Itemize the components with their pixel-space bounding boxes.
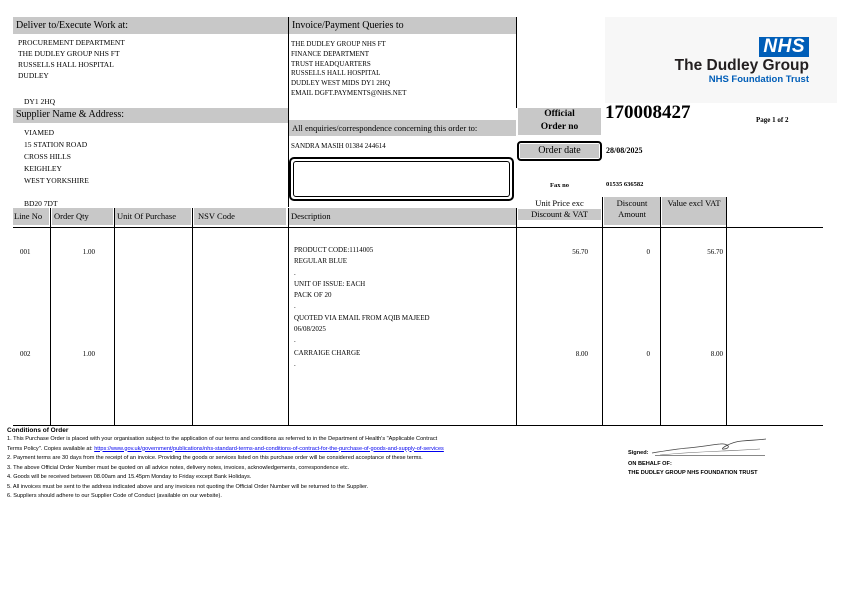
order-date-box — [517, 141, 602, 161]
supplier-line: KEIGHLEY — [24, 164, 62, 173]
invoice-header: Invoice/Payment Queries to — [289, 17, 517, 34]
condition-5: 5. All invoices must be sent to the address indicated above and any invoices not quoting the Official Order Number will be returned to the Supplier. — [7, 483, 369, 490]
invoice-line: RUSSELLS HALL HOSPITAL — [291, 69, 381, 78]
row1-desc-line: QUOTED VIA EMAIL FROM AQIB MAJEED — [294, 313, 430, 322]
col-unit-price-line2: Discount & VAT — [518, 209, 601, 220]
supplier-address — [24, 127, 89, 187]
row1-unit-price: 56.70 — [572, 248, 588, 256]
conditions-list — [7, 435, 444, 502]
row2-qty: 1.00 — [82, 350, 95, 358]
official-order-label — [518, 108, 601, 135]
condition-2: 2. Payment terms are 30 days from the receipt of an invoice. Providing the goods or services listed on this purchase order will be considered acceptance of these terms. — [7, 455, 423, 461]
row1-desc-line: . — [294, 302, 296, 311]
trust-logo — [605, 17, 837, 103]
supplier-line: VIAMED — [24, 128, 54, 137]
row2-description — [294, 348, 360, 371]
condition-6: 6. Suppliers should adhere to our Supplier Code of Conduct (available on our website). — [7, 493, 222, 499]
supplier-header: Supplier Name & Address: — [13, 108, 288, 123]
row2-line-no: 002 — [20, 350, 31, 358]
behalf-line-2: THE DUDLEY GROUP NHS FOUNDATION TRUST — [628, 469, 758, 476]
col-sep — [660, 197, 661, 426]
supplier-postcode: BD20 7DT — [24, 199, 58, 208]
row2-value: 8.00 — [710, 350, 723, 358]
invoice-line: FINANCE DEPARTMENT — [291, 49, 370, 58]
invoice-line: THE DUDLEY GROUP NHS FT — [291, 40, 386, 48]
col-sep — [726, 197, 727, 426]
row1-qty: 1.00 — [82, 248, 95, 256]
row1-value: 56.70 — [707, 248, 723, 256]
fax-number: 01535 636582 — [606, 181, 644, 188]
deliver-line: DUDLEY — [18, 71, 49, 80]
official-label-line: Official — [544, 109, 575, 119]
col-order-qty: Order Qty — [52, 208, 113, 225]
condition-4: 4. Goods will be received between 08.00am and 15.45pm Monday to Friday except Bank Holidays. — [7, 474, 252, 480]
col-discount-line1: Discount — [616, 198, 648, 208]
signed-label: Signed: — [628, 450, 649, 456]
behalf-line-1: ON BEHALF OF: — [628, 461, 672, 467]
condition-3: 3. The above Official Order Number must be quoted on all advice notes, delivery notes, invoices, acknowledgements, correspondence etc. — [7, 464, 350, 471]
behalf-of — [628, 460, 758, 477]
logo-subtitle: NHS Foundation Trust — [708, 74, 809, 85]
deliver-address — [18, 37, 125, 81]
col-sep — [50, 208, 51, 426]
col-discount-line2: Amount — [618, 209, 646, 219]
table-bottom-rule — [13, 425, 823, 426]
conditions-link[interactable]: https://www.gov.uk/government/publications/nhs-standard-terms-and-conditions-of-contract-for-the-purchase-of-goods-and-supply-of-services — [94, 445, 444, 452]
invoice-line: DUDLEY WEST MIDS DY1 2HQ — [291, 79, 391, 88]
col-sep — [288, 208, 289, 426]
row1-desc-line: UNIT OF ISSUE: EACH — [294, 279, 366, 288]
col-sep — [192, 208, 193, 426]
supplier-line: WEST YORKSHIRE — [24, 176, 89, 185]
condition-1b-text: Terms Policy". Copies available at: — [7, 445, 93, 452]
col-sep — [516, 208, 517, 426]
row1-desc-line: PACK OF 20 — [294, 291, 332, 300]
deliver-line: THE DUDLEY GROUP NHS FT — [18, 49, 120, 58]
col-discount — [604, 197, 660, 225]
fax-label: Fax no — [550, 182, 569, 189]
conditions-title: Conditions of Order — [7, 427, 69, 434]
invoice-line: EMAIL DGFT.PAYMENTS@NHS.NET — [291, 88, 407, 97]
nhs-logo-mark: NHS — [759, 37, 809, 57]
enquiries-contact: SANDRA MASIH 01384 244614 — [291, 142, 386, 150]
enquiries-header: All enquiries/correspondence concerning this order to: — [289, 120, 516, 136]
col-unit-price — [518, 197, 601, 225]
supplier-line: 15 STATION ROAD — [24, 140, 88, 149]
deliver-line: PROCUREMENT DEPARTMENT — [18, 38, 125, 47]
row2-unit-price: 8.00 — [575, 350, 588, 358]
table-top-rule — [13, 227, 823, 228]
col-unit-price-line1: Unit Price exc — [535, 198, 584, 208]
condition-1b — [7, 445, 444, 455]
col-unit-of-purchase: Unit Of Purchase — [115, 208, 191, 225]
order-date: 28/08/2025 — [606, 146, 643, 155]
row1-description — [294, 245, 430, 347]
row1-desc-line: . — [294, 268, 296, 277]
row1-line-no: 001 — [20, 248, 31, 256]
row1-desc-line: 06/08/2025 — [294, 325, 326, 334]
col-description: Description — [289, 208, 516, 225]
row1-desc-line: PRODUCT CODE:1114005 — [294, 246, 374, 254]
order-no-label-line: Order no — [540, 122, 579, 132]
notes-box — [289, 157, 514, 201]
logo-title: The Dudley Group — [674, 57, 809, 74]
supplier-line: CROSS HILLS — [24, 152, 71, 161]
col-sep — [114, 208, 115, 426]
deliver-postcode: DY1 2HQ — [24, 97, 56, 106]
invoice-address — [291, 40, 406, 99]
invoice-line: TRUST HEADQUARTERS — [291, 59, 371, 68]
deliver-header: Deliver to/Execute Work at: — [13, 17, 289, 34]
page-indicator: Page 1 of 2 — [756, 116, 789, 124]
deliver-line: RUSSELLS HALL HOSPITAL — [18, 60, 114, 69]
order-date-label: Order date — [520, 144, 599, 158]
row2-discount: 0 — [646, 350, 650, 358]
invoice-right-border — [516, 17, 517, 108]
row2-desc-line: CARRAIGE CHARGE — [294, 349, 361, 357]
row1-discount: 0 — [646, 248, 650, 256]
row1-desc-line: . — [294, 336, 296, 345]
col-value: Value excl VAT — [662, 197, 726, 225]
col-sep — [602, 197, 603, 426]
signature-line — [655, 455, 765, 456]
col-nsv-code: NSV Code — [194, 208, 286, 225]
col-line-no: Line No — [13, 208, 49, 225]
condition-1a: 1. This Purchase Order is placed with your organisation subject to the application of our terms and conditions as referred to in the Department of Health's "Applicable Contract — [7, 436, 438, 442]
order-number: 170008427 — [605, 102, 691, 123]
row2-desc-line: . — [294, 360, 296, 369]
row1-desc-line: REGULAR BLUE — [294, 257, 348, 266]
